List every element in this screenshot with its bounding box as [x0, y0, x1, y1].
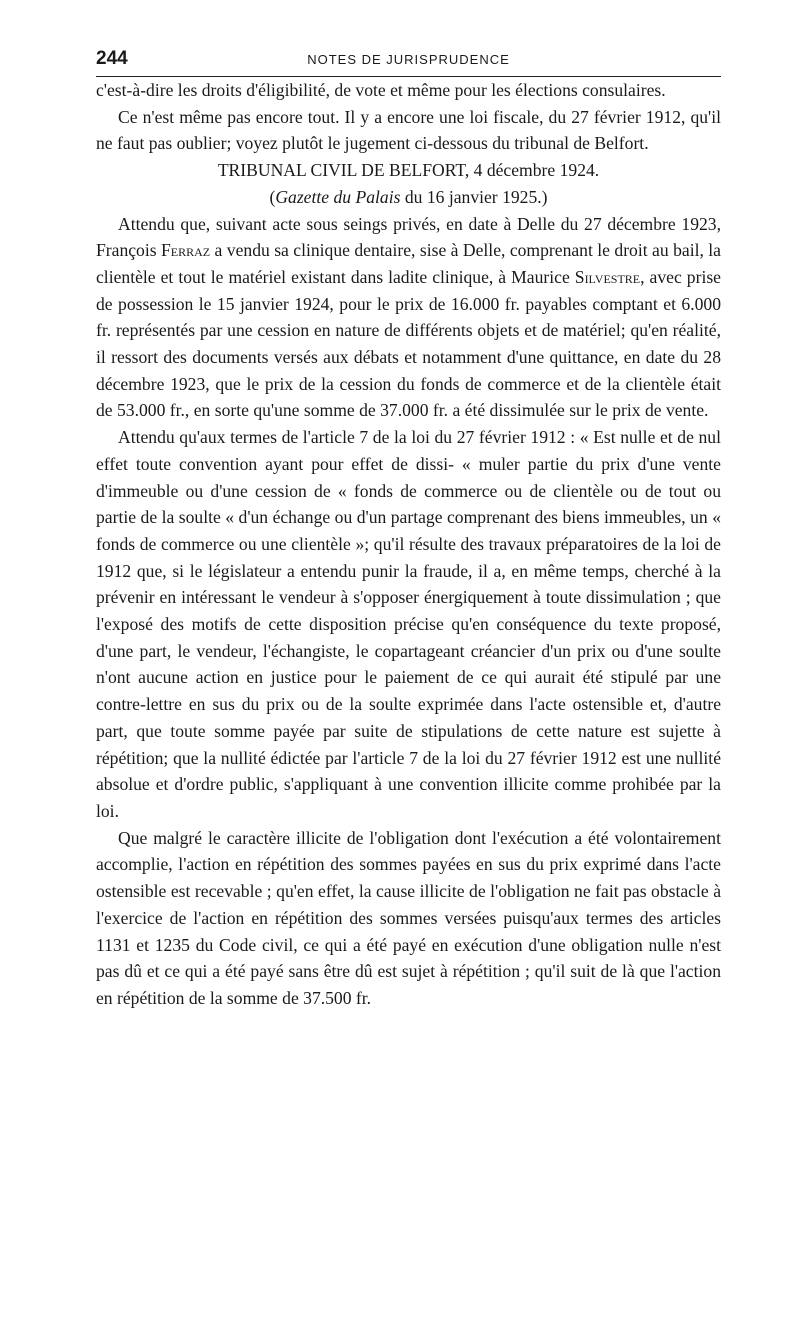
running-title: NOTES DE JURISPRUDENCE	[307, 52, 510, 67]
intro-paragraph-1: c'est-à-dire les droits d'éligibilité, de vote et même pour les élections consulaires.	[96, 80, 666, 100]
party-name-seller: Ferraz	[161, 240, 211, 261]
page-text	[96, 77, 721, 1012]
intro-paragraph-2: Ce n'est même pas encore tout. Il y a encore une loi fiscale, du 27 février 1912, qu'il ne faut pas oublier; voyez plutôt le jugement ci-dessous du tribunal de Belfort.	[96, 106, 721, 154]
party-name-buyer: Silvestre	[574, 266, 641, 287]
page-number: 244	[96, 48, 128, 69]
judgment-paragraph-3: Que malgré le caractère illicite de l'obligation dont l'exécution a été volontairement accomplie, l'action en répétition des sommes payées en sus du prix exprimé dans l'acte ostensible est recevable ; qu'en effet, la cause illicite de l'obligation ne fait pas obstacle à l'exercice de l'action en répétition des sommes versées puisqu'aux termes des articles 1131 et 1235 du Code civil, ce qui a été payé en exécution d'une obligation nulle n'est pas dû et ce qui a été payé sans être dû est sujet à répétition ; qu'il suit de là que l'action en répétition de la somme de 37.500 fr.	[96, 827, 721, 1008]
court-heading: TRIBUNAL CIVIL DE BELFORT, 4 décembre 1924.	[217, 160, 600, 181]
judgment-p1-part-c: , avec prise de possession le 15 janvier 1924, pour le prix de 16.000 fr. payables comptant et 6.000 fr. représentés par une cession en nature de différents objets et de matériel; qu'en réalité, il ressort des documents versés aux débats et notamment d'une quittance, en date du 28 décembre 1923, que le prix de la cession du fonds de commerce et de la clientèle était de 53.000 fr., en sorte qu'une somme de 37.000 fr. a été dissimulée sur le prix de vente.	[96, 266, 721, 421]
judgment-p1-part-b: a vendu sa clinique dentaire, sise à Delle, comprenant le droit au bail, la clientèle et tout le matériel existant dans ladite clinique, à Maurice	[96, 240, 721, 287]
judgment-paragraph-2: Attendu qu'aux termes de l'article 7 de la loi du 27 février 1912 : « Est nulle et de nul effet toute convention ayant pour effet de dissi- « muler partie du prix d'une vente d'immeuble ou d'une cession de « fonds de commerce ou de clientèle ou de tout ou partie de la soulte « d'un échange ou d'un partage comprenant des biens immeubles, un « fonds de commerce ou une clientèle »; qu'il résulte des travaux préparatoires de la loi de 1912 que, si le législateur a entendu punir la fraude, il a, en même temps, cherché à la prévenir en intéressant le vendeur à s'opposer énergiquement à toute dissimulation ; que l'exposé des motifs de cette disposition précise qu'en conséquence du texte proposé, d'une part, le vendeur, l'échangiste, le copartageant créancier d'un prix ou d'une soulte n'ont aucune action en justice pour le paiement de ce qui aurait été stipulé par une contre-lettre en sus du prix ou de la soulte exprimée dans l'acte ostensible et, d'autre part, que toute somme payée par suite de stipulations de cette nature est sujette à répétition; que la nullité édictée par l'article 7 de la loi du 27 février 1912 est une nullité absolue et d'ordre public, s'appliquant à une convention illicite comme prohibée par la loi.	[96, 427, 721, 821]
page-header	[96, 48, 721, 77]
source-open-paren: (	[269, 186, 276, 207]
source-journal: Gazette du Palais	[275, 186, 401, 207]
source-citation	[96, 184, 721, 211]
source-date: du 16 janvier 1925.)	[400, 186, 548, 207]
book-page	[96, 48, 721, 1012]
judgment-p1-part-a: Attendu que, suivant acte sous seings privés, en date à Delle du 27 décembre 1923, François	[96, 213, 721, 261]
judgment-paragraph-1	[96, 211, 721, 425]
